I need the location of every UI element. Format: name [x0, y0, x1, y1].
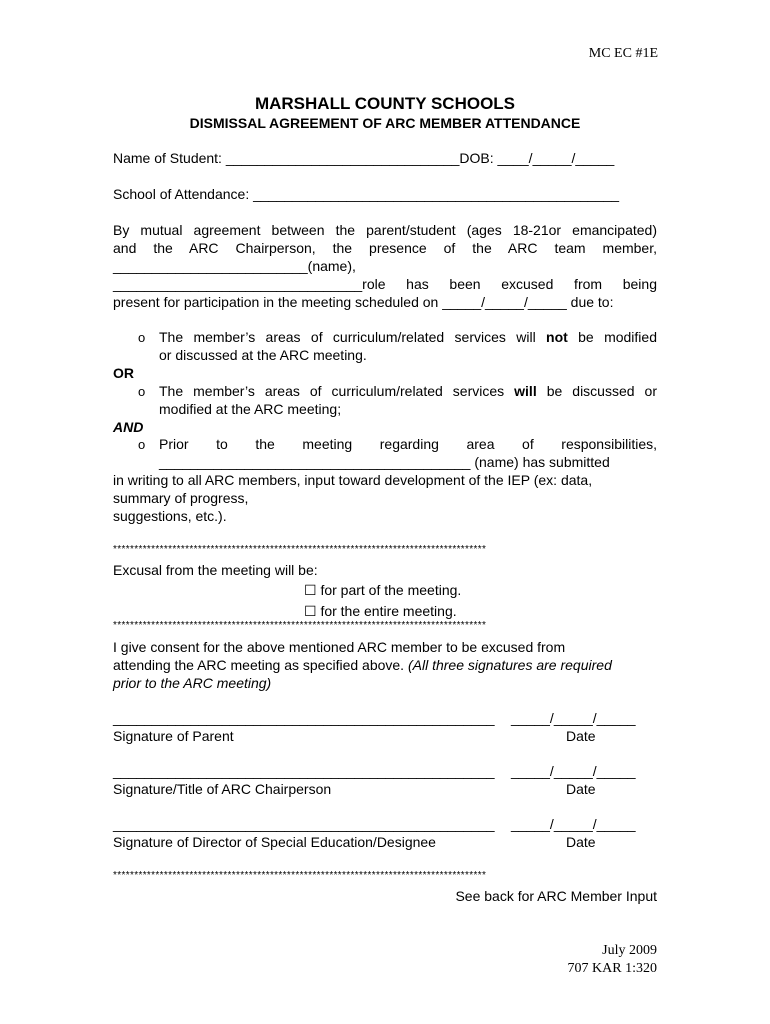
and-label: AND — [113, 419, 144, 435]
agreement-line-1: By mutual agreement between the parent/student (ages 18-21or emancipated) — [113, 222, 657, 238]
director-signature-label: Signature of Director of Special Education/Designee — [113, 834, 436, 850]
see-back-note: See back for ARC Member Input — [455, 888, 657, 904]
revision-date: July 2009 — [602, 943, 657, 958]
page-subtitle: DISMISSAL AGREEMENT OF ARC MEMBER ATTENDANCE — [189, 115, 581, 131]
bullet-icon: o — [138, 330, 146, 345]
option-2-emphasis: will — [514, 383, 537, 399]
director-signature-field[interactable]: _________________________________________________ — [113, 816, 495, 832]
student-name-dob-line[interactable]: Name of Student: ______________________________DOB: ____/_____/_____ — [113, 150, 615, 166]
consent-note: (All three signatures are required — [407, 657, 612, 673]
option-1-line-2: or discussed at the ARC meeting. — [159, 347, 367, 363]
director-date-label: Date — [566, 834, 596, 850]
consent-text: attending the ARC meeting as specified above. — [113, 657, 408, 673]
consent-line-2 — [113, 657, 612, 673]
consent-line-3: prior to the ARC meeting) — [113, 675, 272, 691]
option-3-line-5: suggestions, etc.). — [113, 508, 227, 524]
option-1-emphasis: not — [546, 329, 568, 345]
form-code: MC EC #1E — [588, 46, 658, 61]
parent-date-field[interactable]: _____/_____/_____ — [511, 710, 636, 726]
option-2-line-2: modified at the ARC meeting; — [159, 401, 342, 417]
excusal-heading: Excusal from the meeting will be: — [113, 562, 318, 578]
option-3-line-3: in writing to all ARC members, input toward development of the IEP (ex: data, — [113, 472, 593, 488]
option-2-text-a: The member’s areas of curriculum/related services — [159, 383, 515, 399]
school-of-attendance-line[interactable]: School of Attendance: _______________________________________________ — [113, 186, 620, 202]
chairperson-date-label: Date — [566, 781, 596, 797]
parent-date-label: Date — [566, 728, 596, 744]
option-prior-input: Prior to the meeting regarding area of responsibilities, — [159, 436, 657, 452]
checkbox-entire-meeting[interactable]: ☐ for the entire meeting. — [304, 603, 457, 619]
submitter-name-line[interactable]: ________________________________________ (name) has submitted — [159, 454, 610, 470]
separator: **************************************************************************************** — [113, 870, 487, 881]
team-member-name-line[interactable]: _________________________(name), — [113, 258, 356, 274]
option-1-text-b: be modified — [567, 329, 657, 345]
option-2-text-b: be discussed or — [536, 383, 657, 399]
option-will-be-discussed — [159, 383, 657, 399]
consent-line-1: I give consent for the above mentioned ARC member to be excused from — [113, 639, 566, 655]
meeting-date-line[interactable]: present for participation in the meeting scheduled on _____/_____/_____ due to: — [113, 294, 614, 310]
checkbox-part-of-meeting[interactable]: ☐ for part of the meeting. — [304, 582, 462, 598]
bullet-icon: o — [138, 384, 146, 399]
director-date-field[interactable]: _____/_____/_____ — [511, 816, 636, 832]
option-not-modified — [159, 329, 657, 345]
page-title: MARSHALL COUNTY SCHOOLS — [254, 94, 516, 113]
team-member-role-line[interactable]: ________________________________role has been excused from being — [113, 276, 657, 292]
option-3-line-4: summary of progress, — [113, 490, 249, 506]
chairperson-date-field[interactable]: _____/_____/_____ — [511, 763, 636, 779]
chairperson-signature-label: Signature/Title of ARC Chairperson — [113, 781, 332, 797]
agreement-line-2: and the ARC Chairperson, the presence of the ARC team member, — [113, 240, 657, 256]
parent-signature-field[interactable]: _________________________________________________ — [113, 710, 495, 726]
chairperson-signature-field[interactable]: _________________________________________________ — [113, 763, 495, 779]
option-1-text-a: The member’s areas of curriculum/related services will — [159, 329, 547, 345]
parent-signature-label: Signature of Parent — [113, 728, 234, 744]
regulation-reference: 707 KAR 1:320 — [567, 961, 657, 976]
separator: **************************************************************************************** — [113, 620, 487, 631]
or-label: OR — [113, 365, 134, 381]
separator: **************************************************************************************** — [113, 544, 487, 555]
bullet-icon: o — [138, 437, 146, 452]
